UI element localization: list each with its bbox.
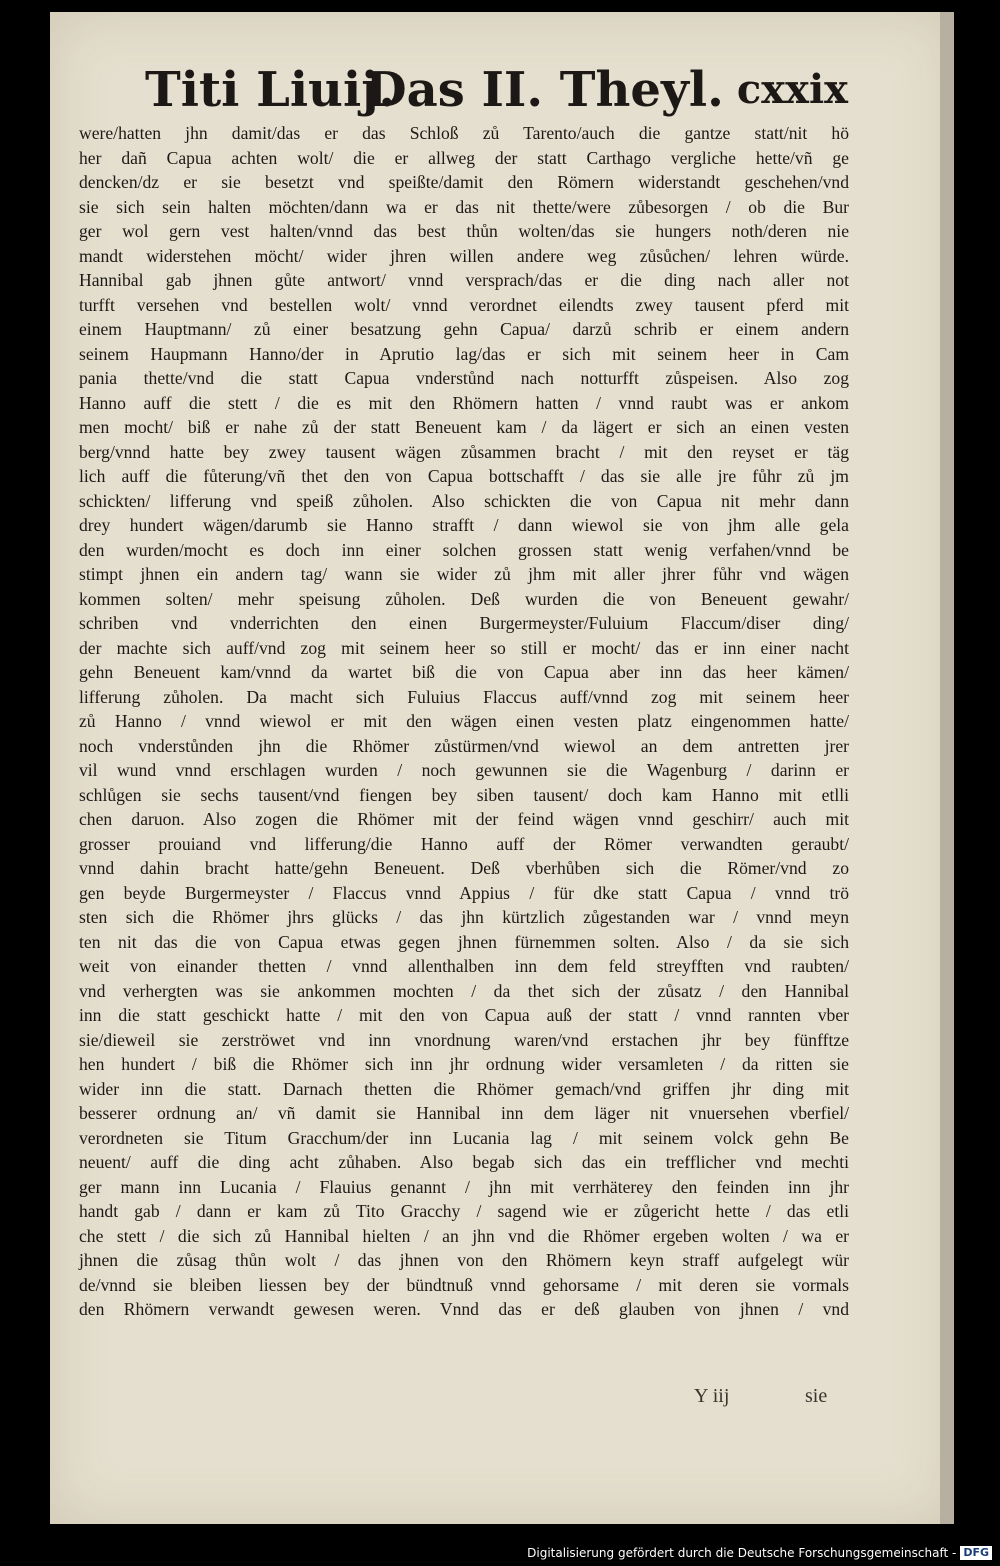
text-line: gen beyde Burgermeyster / Flaccus vnnd Appius / für dke statt Capua / vnnd trö xyxy=(79,882,849,903)
text-line: were/hatten jhn damit/das er das Schloß zů Tarento/auch die gantze statt/nit hö xyxy=(79,123,849,143)
text-line: Hanno auff die stett / die es mit den Rhömern hatten / vnnd raubt was er ankom xyxy=(79,392,849,413)
text-line: stimpt jhnen ein andern tag/ wann sie wider zů jhm mit aller jhrer fůhr vnd wägen xyxy=(79,564,849,584)
text-line: ger wol gern vest halten/vnnd das best thůn wolten/das sie hungers noth/deren nie xyxy=(79,221,849,241)
digitization-footer xyxy=(527,1544,992,1562)
text-line: seinem Haupmann Hanno/der in Aprutio lag/das er sich mit seinem heer in Cam xyxy=(79,343,849,364)
text-line: der machte sich auff/vnd zog mit seinem heer so still er mocht/ das er inn einer nacht xyxy=(79,637,849,658)
text-line: schlůgen sie sechs tausent/vnd fiengen bey siben tausent/ doch kam Hanno mit etlli xyxy=(79,784,849,805)
text-line: besserer ordnung an/ vñ damit sie Hannibal inn dem läger nit vnuersehen vberfiel/ xyxy=(79,1103,849,1123)
text-line: men mocht/ biß er nahe zů der statt Beneuent kam / da lägert er sich an einen vesten xyxy=(79,417,849,437)
text-line: mandt widerstehen möcht/ wider jhren willen andere weg zůsůchen/ lehren würde. xyxy=(79,245,849,266)
text-line: chen daruon. Also zogen die Rhömer mit der feind wägen vnnd geschirr/ auch mit xyxy=(79,809,849,829)
header-part: Das II. Theyl. xyxy=(365,62,724,118)
page-edge xyxy=(940,12,954,1524)
text-line: gehn Beneuent kam/vnnd da wartet biß die von Capua aber inn das heer kämen/ xyxy=(79,662,849,682)
text-line: sie/dieweil sie zerströwet vnd inn vnordnung waren/vnd erstachen jhr bey fünfftze xyxy=(79,1029,849,1050)
text-line: her dañ Capua achten wolt/ die er allweg der statt Carthago vergliche hette/vñ ge xyxy=(79,147,849,168)
text-line: de/vnnd sie bleiben liessen bey der bündtnuß vnnd gehorsame / mit deren sie vormals xyxy=(79,1274,849,1295)
text-line: einem Hauptmann/ zů einer besatzung gehn Capua/ darzů schrib er einem andern xyxy=(79,319,849,339)
text-line: dencken/dz er sie besetzt vnd speißte/damit den Römern widerstandt geschehen/vnd xyxy=(79,172,849,192)
running-header xyxy=(100,58,848,128)
text-line: handt gab / dann er kam zů Tito Gracchy / sagend wie er zůgericht hette / das etli xyxy=(79,1201,849,1221)
text-line: che stett / die sich zů Hannibal hielten / an jhn vnd die Rhömer ergeben wolten / wa er xyxy=(79,1225,849,1246)
text-line: neuent/ auff die ding acht zůhaben. Also begab sich das ein trefflicher vnd mechti xyxy=(79,1152,849,1172)
text-line: wider inn die statt. Darnach thetten die Rhömer gemach/vnd griffen jhr ding mit xyxy=(79,1078,849,1099)
catchword: sie xyxy=(805,1385,828,1407)
text-line: sie sich sein halten möchten/dann wa er das nit thette/were zůbesorgen / ob die Bur xyxy=(79,196,849,217)
text-line: sten sich die Rhömer jhrs glücks / das jhn kürtzlich zůgestanden war / vnnd meyn xyxy=(79,907,849,927)
text-line: noch vnderstůnden jhn die Rhömer zůstürmen/vnd wiewol an dem antretten jrer xyxy=(79,735,849,756)
text-line: kommen solten/ mehr speisung zůholen. Deß wurden die von Beneuent gewahr/ xyxy=(79,588,849,609)
text-line: zů Hanno / vnnd wiewol er mit den wägen einen vesten platz eingenommen hatte/ xyxy=(79,711,849,731)
dfg-logo: DFG xyxy=(960,1546,992,1560)
text-line: pania thette/vnd die statt Capua vnderstůnd nach notturfft zůspeisen. Also zog xyxy=(79,368,849,388)
text-line: vnnd dahin bracht hatte/gehn Beneuent. Deß vberhůben sich die Römer/vnd zo xyxy=(79,858,849,878)
text-line: hen hundert / biß die Rhömer sich inn jhr ordnung wider versamleten / da ritten sie xyxy=(79,1054,849,1074)
text-line: grosser prouiand vnd lifferung/die Hanno auff der Römer verwandten geraubt/ xyxy=(79,833,849,854)
text-line: den wurden/mocht es doch inn einer solchen grossen statt wenig verfahen/vnnd be xyxy=(79,539,849,560)
text-line: jhnen die zůsag thůn wolt / das jhnen von den Rhömern keyn straff aufgelegt wür xyxy=(79,1250,849,1270)
main-text xyxy=(79,121,849,1322)
text-line: berg/vnnd hatte bey zwey tausent wägen zůsammen bracht / mit den reyset er täg xyxy=(79,441,849,462)
text-line: inn die statt geschickt hatte / mit den von Capua auß der statt / vnnd rannten vber xyxy=(79,1005,849,1025)
text-line: lifferung zůholen. Da macht sich Fuluius Flaccus auff/vnnd zog mit seinem heer xyxy=(79,686,849,707)
text-line: Hannibal gab jhnen gůte antwort/ vnnd versprach/das er die ding nach aller not xyxy=(79,270,849,290)
text-line: ger mann inn Lucania / Flauius genannt / jhn mit verrhäterey den feinden inn jhr xyxy=(79,1176,849,1197)
header-title: Titi Liuij. xyxy=(145,62,396,118)
text-line: schriben vnd vnderrichten den einen Burgermeyster/Fuluium Flaccum/diser ding/ xyxy=(79,613,849,633)
text-line: verordneten sie Titum Gracchum/der inn Lucania lag / mit seinem volck gehn Be xyxy=(79,1127,849,1148)
text-line: lich auff die fůterung/vñ thet den von Capua bottschafft / das sie alle jre fůhr zů jm xyxy=(79,466,849,486)
text-line: den Rhömern verwandt gewesen weren. Vnnd das er deß glauben von jhnen / vnd xyxy=(79,1299,849,1319)
footer-text: Digitalisierung gefördert durch die Deutsche Forschungsgemeinschaft - xyxy=(527,1546,957,1560)
folio-number: cxxix xyxy=(736,66,848,113)
text-line: vnd verhergten was sie ankommen mochten / da thet sich der zůsatz / den Hannibal xyxy=(79,980,849,1001)
text-line: schickten/ lifferung vnd speiß zůholen. Also schickten die von Capua nit mehr dann xyxy=(79,490,849,511)
text-line: vil wund vnnd erschlagen wurden / noch gewunnen sie die Wagenburg / darinn er xyxy=(79,760,849,780)
text-line: ten nit das die von Capua etwas gegen jhnen fürnemmen solten. Also / da sie sich xyxy=(79,931,849,952)
signature-mark: Y iij xyxy=(694,1385,730,1407)
text-line: drey hundert wägen/darumb sie Hanno strafft / dann wiewol sie von jhm alle gela xyxy=(79,515,849,535)
text-line: turfft versehen vnd bestellen wolt/ vnnd verordnet eilendts zwey tausent pferd mit xyxy=(79,294,849,315)
text-line: weit von einander thetten / vnnd allenthalben inn dem feld streyfften vnd raubten/ xyxy=(79,956,849,976)
